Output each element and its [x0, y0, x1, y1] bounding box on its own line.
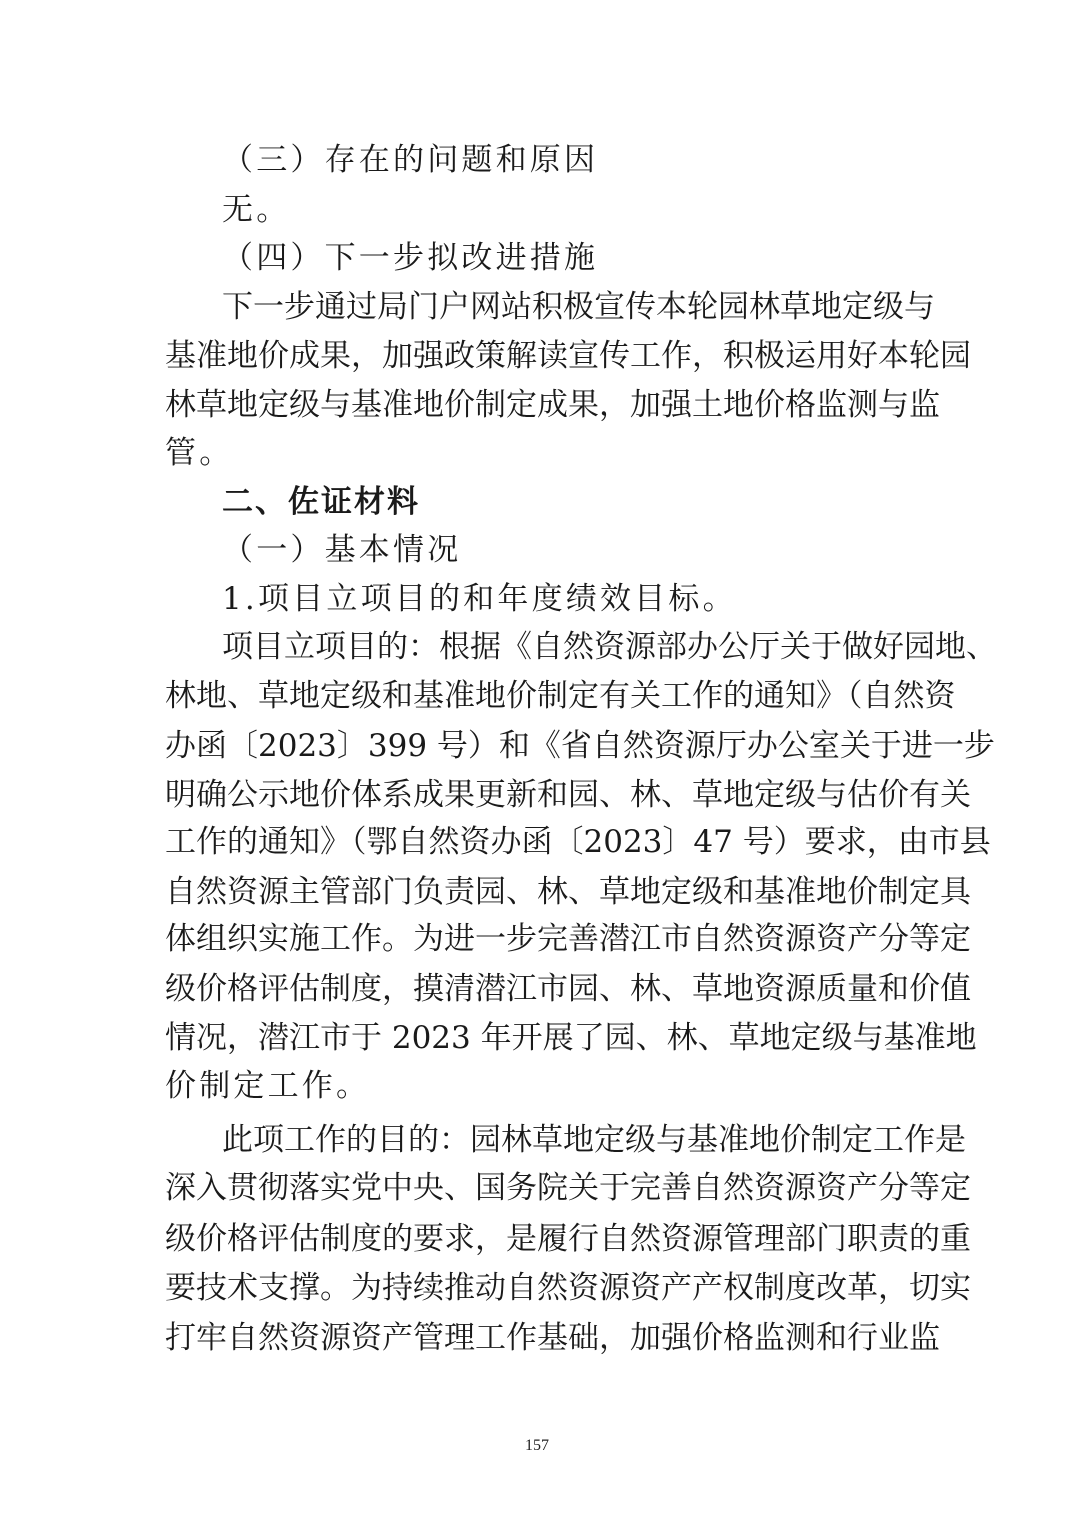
paragraph-line: 项目立项目的：根据《自然资源部办公厅关于做好园地、 [222, 629, 997, 665]
paragraph-line: 基准地价成果，加强政策解读宣传工作，积极运用好本轮园 [165, 338, 971, 374]
section-heading-issues: （三）存在的问题和原因 [222, 142, 599, 178]
paragraph-line: 价制定工作。 [165, 1068, 371, 1104]
section-heading-evidence: 二、佐证材料 [222, 484, 420, 520]
page-number: 157 [525, 1437, 549, 1454]
paragraph-line: 工作的通知》（鄂自然资办函〔2023〕47 号）要求，由市县 [165, 824, 991, 860]
paragraph-line: 林草地定级与基准地价制定成果，加强土地价格监测与监 [165, 387, 940, 423]
paragraph-line: 级价格评估制度的要求，是履行自然资源管理部门职责的重 [165, 1221, 971, 1257]
section-heading-next-steps: （四）下一步拟改进措施 [222, 240, 599, 276]
paragraph-line: 自然资源主管部门负责园、林、草地定级和基准地价制定具 [165, 874, 971, 910]
paragraph-line: 要技术支撑。为持续推动自然资源资产产权制度改革，切实 [165, 1270, 971, 1306]
paragraph-line: 级价格评估制度，摸清潜江市园、林、草地资源质量和价值 [165, 971, 971, 1007]
paragraph-line: 管。 [165, 435, 234, 471]
paragraph-line: 无。 [222, 192, 291, 228]
paragraph-line: 情况，潜江市于 2023 年开展了园、林、草地定级与基准地 [165, 1020, 977, 1056]
section-heading-basic-info: （一）基本情况 [222, 532, 462, 568]
paragraph-line: 此项工作的目的：园林草地定级与基准地价制定工作是 [222, 1122, 966, 1158]
paragraph-line: 明确公示地价体系成果更新和园、林、草地定级与估价有关 [165, 777, 971, 813]
paragraph-line: 深入贯彻落实党中央、国务院关于完善自然资源资产分等定 [165, 1170, 971, 1206]
paragraph-line: 打牢自然资源资产管理工作基础，加强价格监测和行业监 [165, 1320, 940, 1356]
numbered-heading: 1.项目立项目的和年度绩效目标。 [222, 581, 737, 617]
paragraph-line: 体组织实施工作。为进一步完善潜江市自然资源资产分等定 [165, 921, 971, 957]
paragraph-line: 下一步通过局门户网站积极宣传本轮园林草地定级与 [222, 289, 935, 325]
paragraph-line: 林地、草地定级和基准地价制定有关工作的通知》（自然资 [165, 678, 956, 714]
paragraph-line: 办函〔2023〕399 号）和《省自然资源厅办公室关于进一步 [165, 728, 995, 764]
